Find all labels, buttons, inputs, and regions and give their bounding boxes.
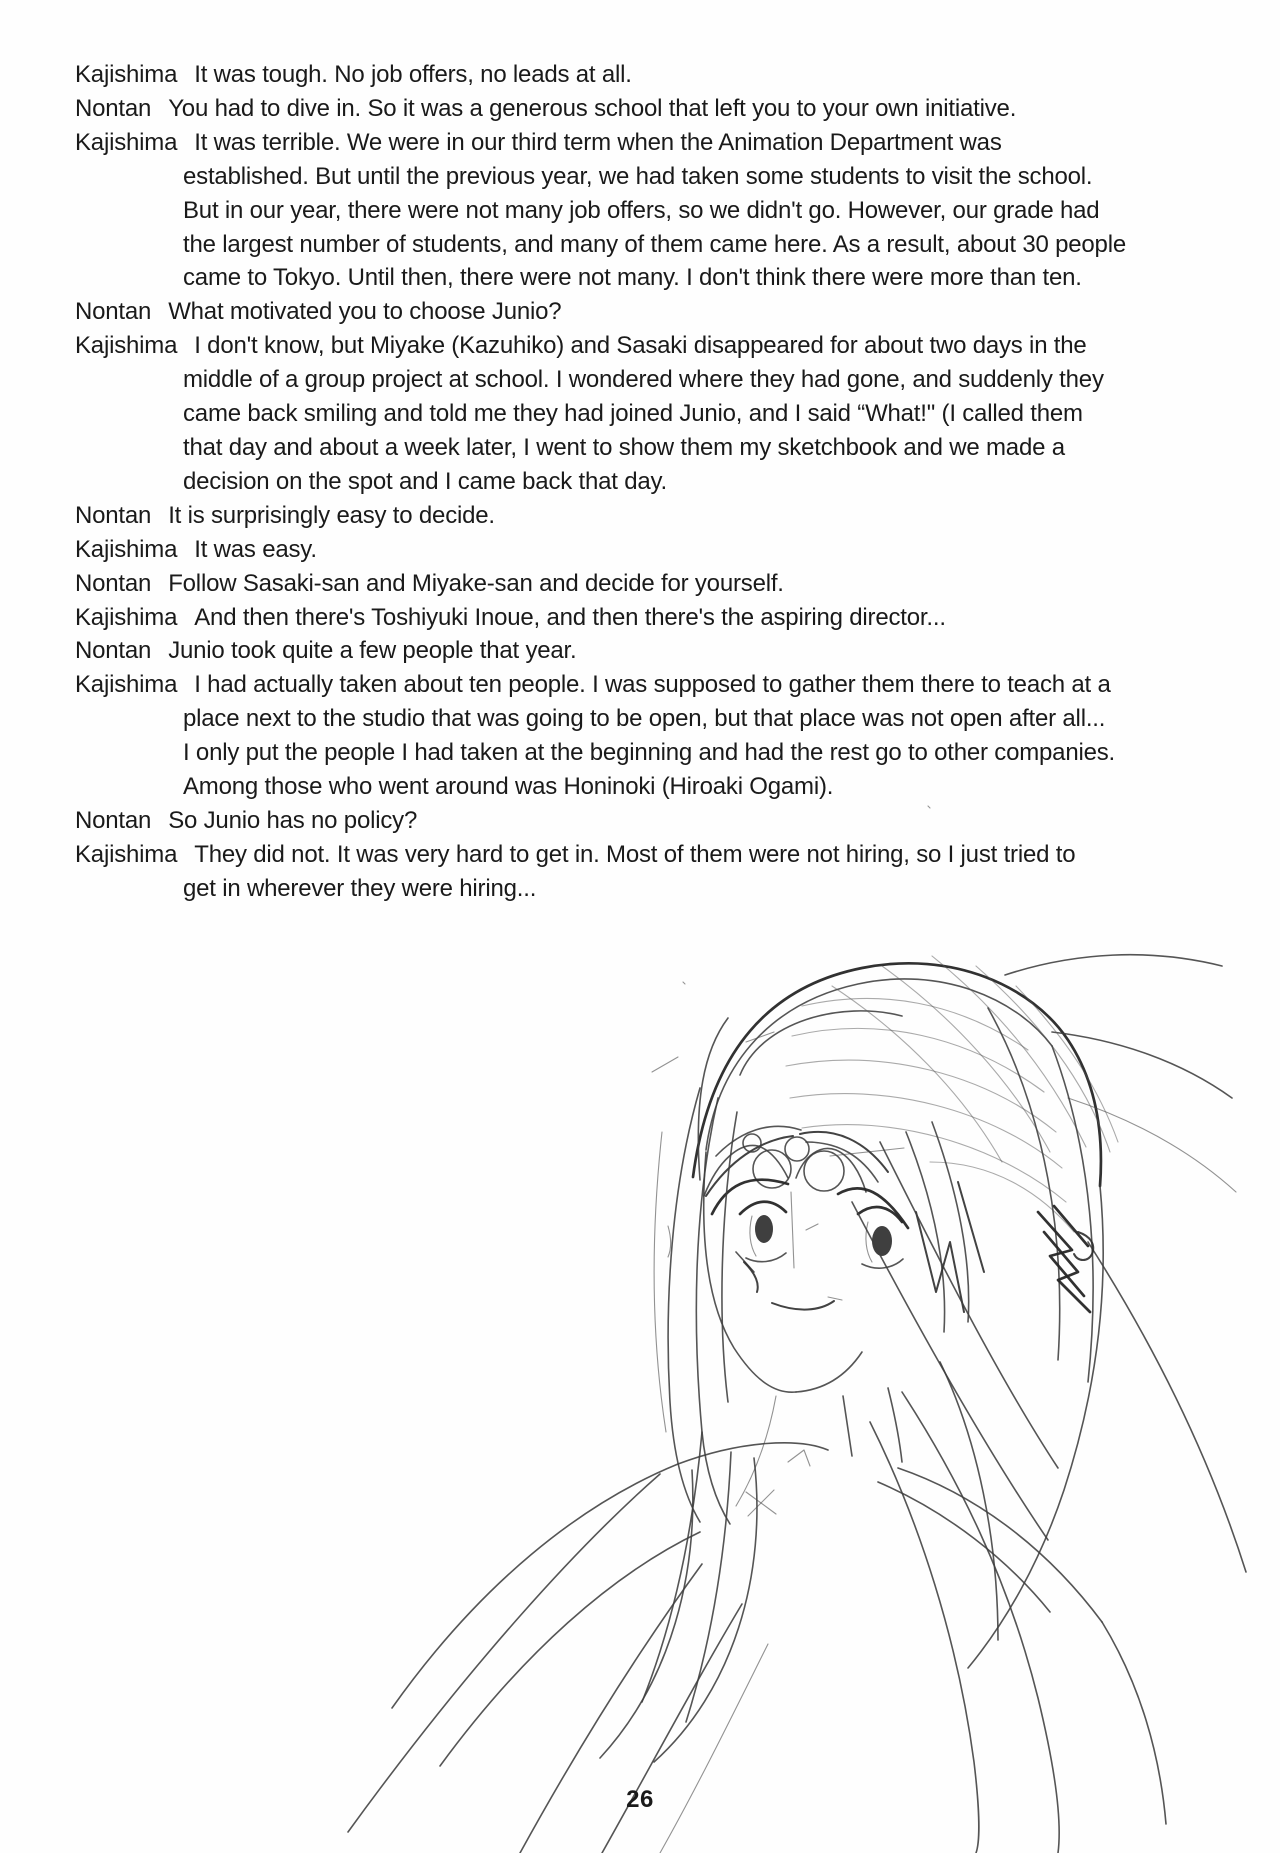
page-number: 26 xyxy=(626,1786,654,1813)
speech-text: Junio took quite a few people that year. xyxy=(168,637,577,665)
dialogue-line: get in wherever they were hiring... xyxy=(183,874,537,902)
speech-text: It is surprisingly easy to decide. xyxy=(168,501,495,529)
dialogue-line: middle of a group project at school. I wondered where they had gone, and suddenly they xyxy=(183,366,1104,394)
speaker-name: Kajishima xyxy=(75,61,178,88)
speaker-name: Nontan xyxy=(75,94,152,122)
dialogue-line: established. But until the previous year, we had taken some students to visit the school. xyxy=(183,162,1093,190)
speech-text: It was easy. xyxy=(194,535,317,563)
speaker-name: Nontan xyxy=(75,501,152,529)
speaker-name: Kajishima xyxy=(75,603,178,631)
dialogue-line: Among those who went around was Honinoki (Hiroaki Ogami). xyxy=(183,773,834,801)
speaker-name: Nontan xyxy=(75,806,152,834)
dialogue-line: came to Tokyo. Until then, there were not many. I don't think there were more than ten. xyxy=(183,264,1082,292)
speech-text: It was terrible. We were in our third term when the Animation Department was xyxy=(194,128,1002,156)
speech-text: It was tough. No job offers, no leads at all. xyxy=(194,61,632,88)
speech-text: Follow Sasaki-san and Miyake-san and decide for yourself. xyxy=(168,569,784,597)
dialogue-line: I only put the people I had taken at the beginning and had the rest go to other companies. xyxy=(183,739,1116,767)
dialogue-line: place next to the studio that was going to be open, but that place was not open after all... xyxy=(183,705,1106,733)
dialogue-line: decision on the spot and I came back that day. xyxy=(183,467,667,495)
speech-text: I had actually taken about ten people. I was supposed to gather them there to teach at a xyxy=(194,671,1111,699)
speaker-name: Kajishima xyxy=(75,535,178,563)
speaker-name: Kajishima xyxy=(75,128,178,156)
speaker-name: Nontan xyxy=(75,298,152,326)
dialogue-line: came back smiling and told me they had joined Junio, and I said “What!" (I called them xyxy=(183,400,1083,428)
speaker-name: Kajishima xyxy=(75,332,178,360)
dialogue-line: that day and about a week later, I went to show them my sketchbook and we made a xyxy=(183,433,1065,461)
speech-text: So Junio has no policy? xyxy=(168,806,418,834)
speech-text: I don't know, but Miyake (Kazuhiko) and Sasaki disappeared for about two days in the xyxy=(194,332,1087,360)
speaker-name: Nontan xyxy=(75,569,152,597)
dialogue-line: the largest number of students, and many of them came here. As a result, about 30 people xyxy=(183,230,1126,258)
speaker-name: Nontan xyxy=(75,637,152,665)
speech-text: You had to dive in. So it was a generous school that left you to your own initiative. xyxy=(168,94,1017,122)
speech-text: They did not. It was very hard to get in. Most of them were not hiring, so I just tried to xyxy=(194,840,1076,868)
dialogue-line: But in our year, there were not many job offers, so we didn't go. However, our grade had xyxy=(183,196,1100,224)
speech-text: And then there's Toshiyuki Inoue, and then there's the aspiring director... xyxy=(194,603,946,631)
speaker-name: Kajishima xyxy=(75,840,178,868)
speaker-name: Kajishima xyxy=(75,671,178,699)
speech-text: What motivated you to choose Junio? xyxy=(168,298,562,326)
